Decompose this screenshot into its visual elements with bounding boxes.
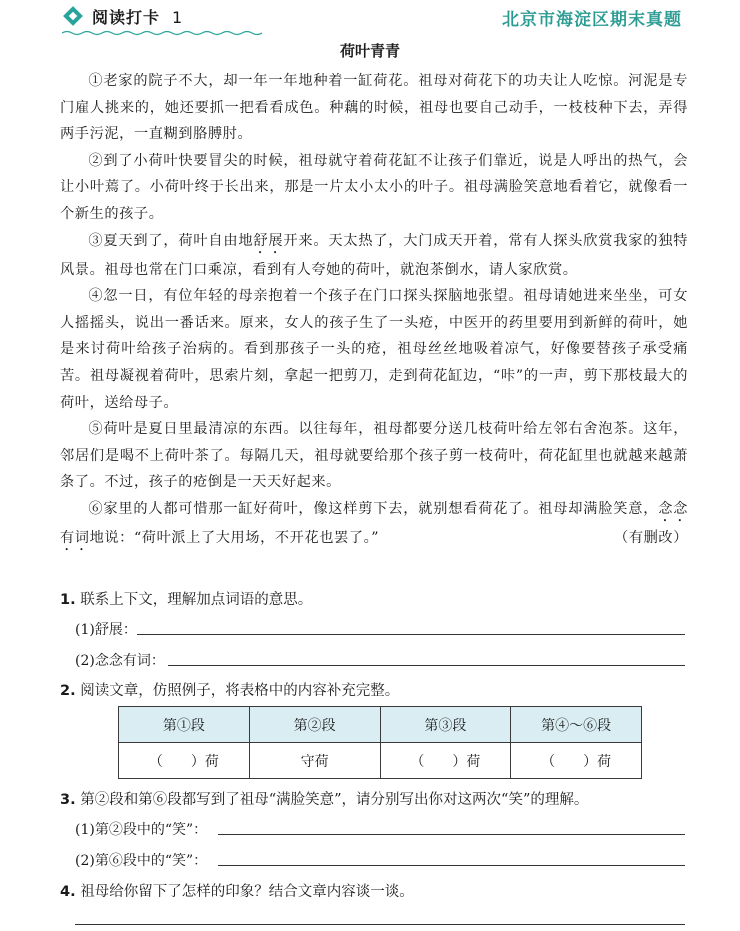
header-source: 北京市海淀区期末真题 [502, 10, 682, 30]
question-4-number: 4. [60, 884, 76, 900]
dotted-word-shuzhan: 舒展 [253, 232, 284, 249]
table-header-cell: 第④～⑥段 [511, 707, 642, 743]
q1-sub-b-label: (2)念念有词： [75, 653, 165, 669]
page-header [0, 0, 740, 40]
paragraph-6 [60, 496, 688, 554]
paragraph-5: ⑤荷叶是夏日里最清凉的东西。以往每年，祖母都要分送几枝荷叶给左邻右舍泡茶。这年，邻居们是喝不上荷叶茶了。每隔几天，祖母就要给那个孩子剪一枝荷叶，荷花缸里也就越来越萧条了。不过，孩子的疮倒是一天天好起来。 [60, 421, 688, 491]
table-header-cell: 第③段 [380, 707, 511, 743]
question-2-number: 2. [60, 683, 76, 699]
table-header-cell: 第②段 [249, 707, 380, 743]
paragraph-2: ②到了小荷叶快要冒尖的时候，祖母就守着荷花缸不让孩子们靠近，说是人呼出的热气，会让小叶蔫了。小荷叶终于长出来，那是一片太小太小的叶子。祖母满脸笑意地看着它，就像看一个新生的孩子。 [60, 152, 688, 222]
header-number: 1 [172, 8, 184, 27]
q3-sub-a-label: (1)第②段中的“笑”： [75, 822, 208, 838]
question-1 [60, 588, 312, 609]
question-2-text: 阅读文章，仿照例子，将表格中的内容补充完整。 [80, 683, 400, 699]
question-1-number: 1. [60, 592, 76, 608]
table-answer-cell[interactable]: （ ）荷 [380, 743, 511, 779]
question-4 [60, 880, 414, 901]
header-title [92, 5, 183, 28]
answer-table [118, 706, 642, 779]
table-header-row [119, 707, 642, 743]
paragraph-1: ①老家的院子不大，却一年一年地种着一缸荷花。祖母对荷花下的功夫让人吃惊。河泥是专门雇人挑来的，她还要抓一把看看成色。种藕的时候，祖母也要自己动手，一枝枝种下去，弄得两手污泥，一直糊到胳膊肘。 [60, 73, 688, 143]
header-title-text: 阅读打卡 [92, 8, 161, 27]
p3-text-b: 开来。天太热了，大门成天开着，常有人探头欣赏我家的独特风景。祖母也常在门口乘凉，看到有人夸她的荷叶，就泡茶倒水，请人家欣赏。 [60, 232, 689, 278]
table-answer-cell[interactable]: （ ）荷 [119, 743, 250, 779]
question-3-number: 3. [60, 792, 76, 808]
article-body [60, 68, 688, 554]
paragraph-3 [60, 228, 688, 284]
p6-text-a: ⑥家里的人都可惜那一缸好荷叶，像这样剪下去，就别想看荷花了。祖母却满脸笑意， [88, 500, 659, 517]
article-title: 荷叶青青 [339, 42, 400, 60]
question-2 [60, 679, 399, 700]
question-3 [60, 788, 588, 809]
question-4-text: 祖母给你留下了怎样的印象？结合文章内容谈一谈。 [80, 884, 414, 900]
table-answer-cell[interactable]: （ ）荷 [511, 743, 642, 779]
q1-answer-line-b[interactable] [168, 665, 685, 666]
table-row [119, 743, 642, 779]
table-header-cell: 第①段 [119, 707, 250, 743]
question-1-text: 联系上下文，理解加点词语的意思。 [80, 592, 313, 608]
q1-sub-a-label: (1)舒展： [75, 622, 137, 638]
edit-note: （有删改） [614, 529, 688, 546]
q3-answer-line-a[interactable] [218, 834, 685, 835]
question-3-text: 第②段和第⑥段都写到了祖母“满脸笑意”，请分别写出你对这两次“笑”的理解。 [80, 792, 589, 808]
dotted-word-niannian: 念念有词 [60, 500, 689, 546]
diamond-icon [63, 6, 83, 26]
q3-answer-line-b[interactable] [218, 865, 685, 866]
p6-text-b: 地说：“荷叶派上了大用场，不开花也罢了。” [89, 529, 380, 546]
q3-sub-b-label: (2)第⑥段中的“笑”： [75, 853, 208, 869]
wave-underline-icon [62, 30, 262, 36]
table-example-cell: 守荷 [249, 743, 380, 779]
q4-answer-line[interactable] [75, 924, 685, 925]
p3-text-a: ③夏天到了，荷叶自由地 [88, 232, 254, 249]
paragraph-4: ④忽一日，有位年轻的母亲抱着一个孩子在门口探头探脑地张望。祖母请她进来坐坐，可女人摇摇头，说出一番话来。原来，女人的孩子生了一头疮，中医开的药里要用到新鲜的荷叶，她是来讨荷叶给孩子治病的。看到那孩子一头的疮，祖母丝丝地吸着凉气，好像要替孩子承受痛苦。祖母凝视着荷叶，思索片刻，拿起一把剪刀，走到荷花缸边，“咔”的一声，剪下那枝最大的荷叶，送给母子。 [60, 288, 688, 411]
q1-answer-line-a[interactable] [137, 634, 685, 635]
